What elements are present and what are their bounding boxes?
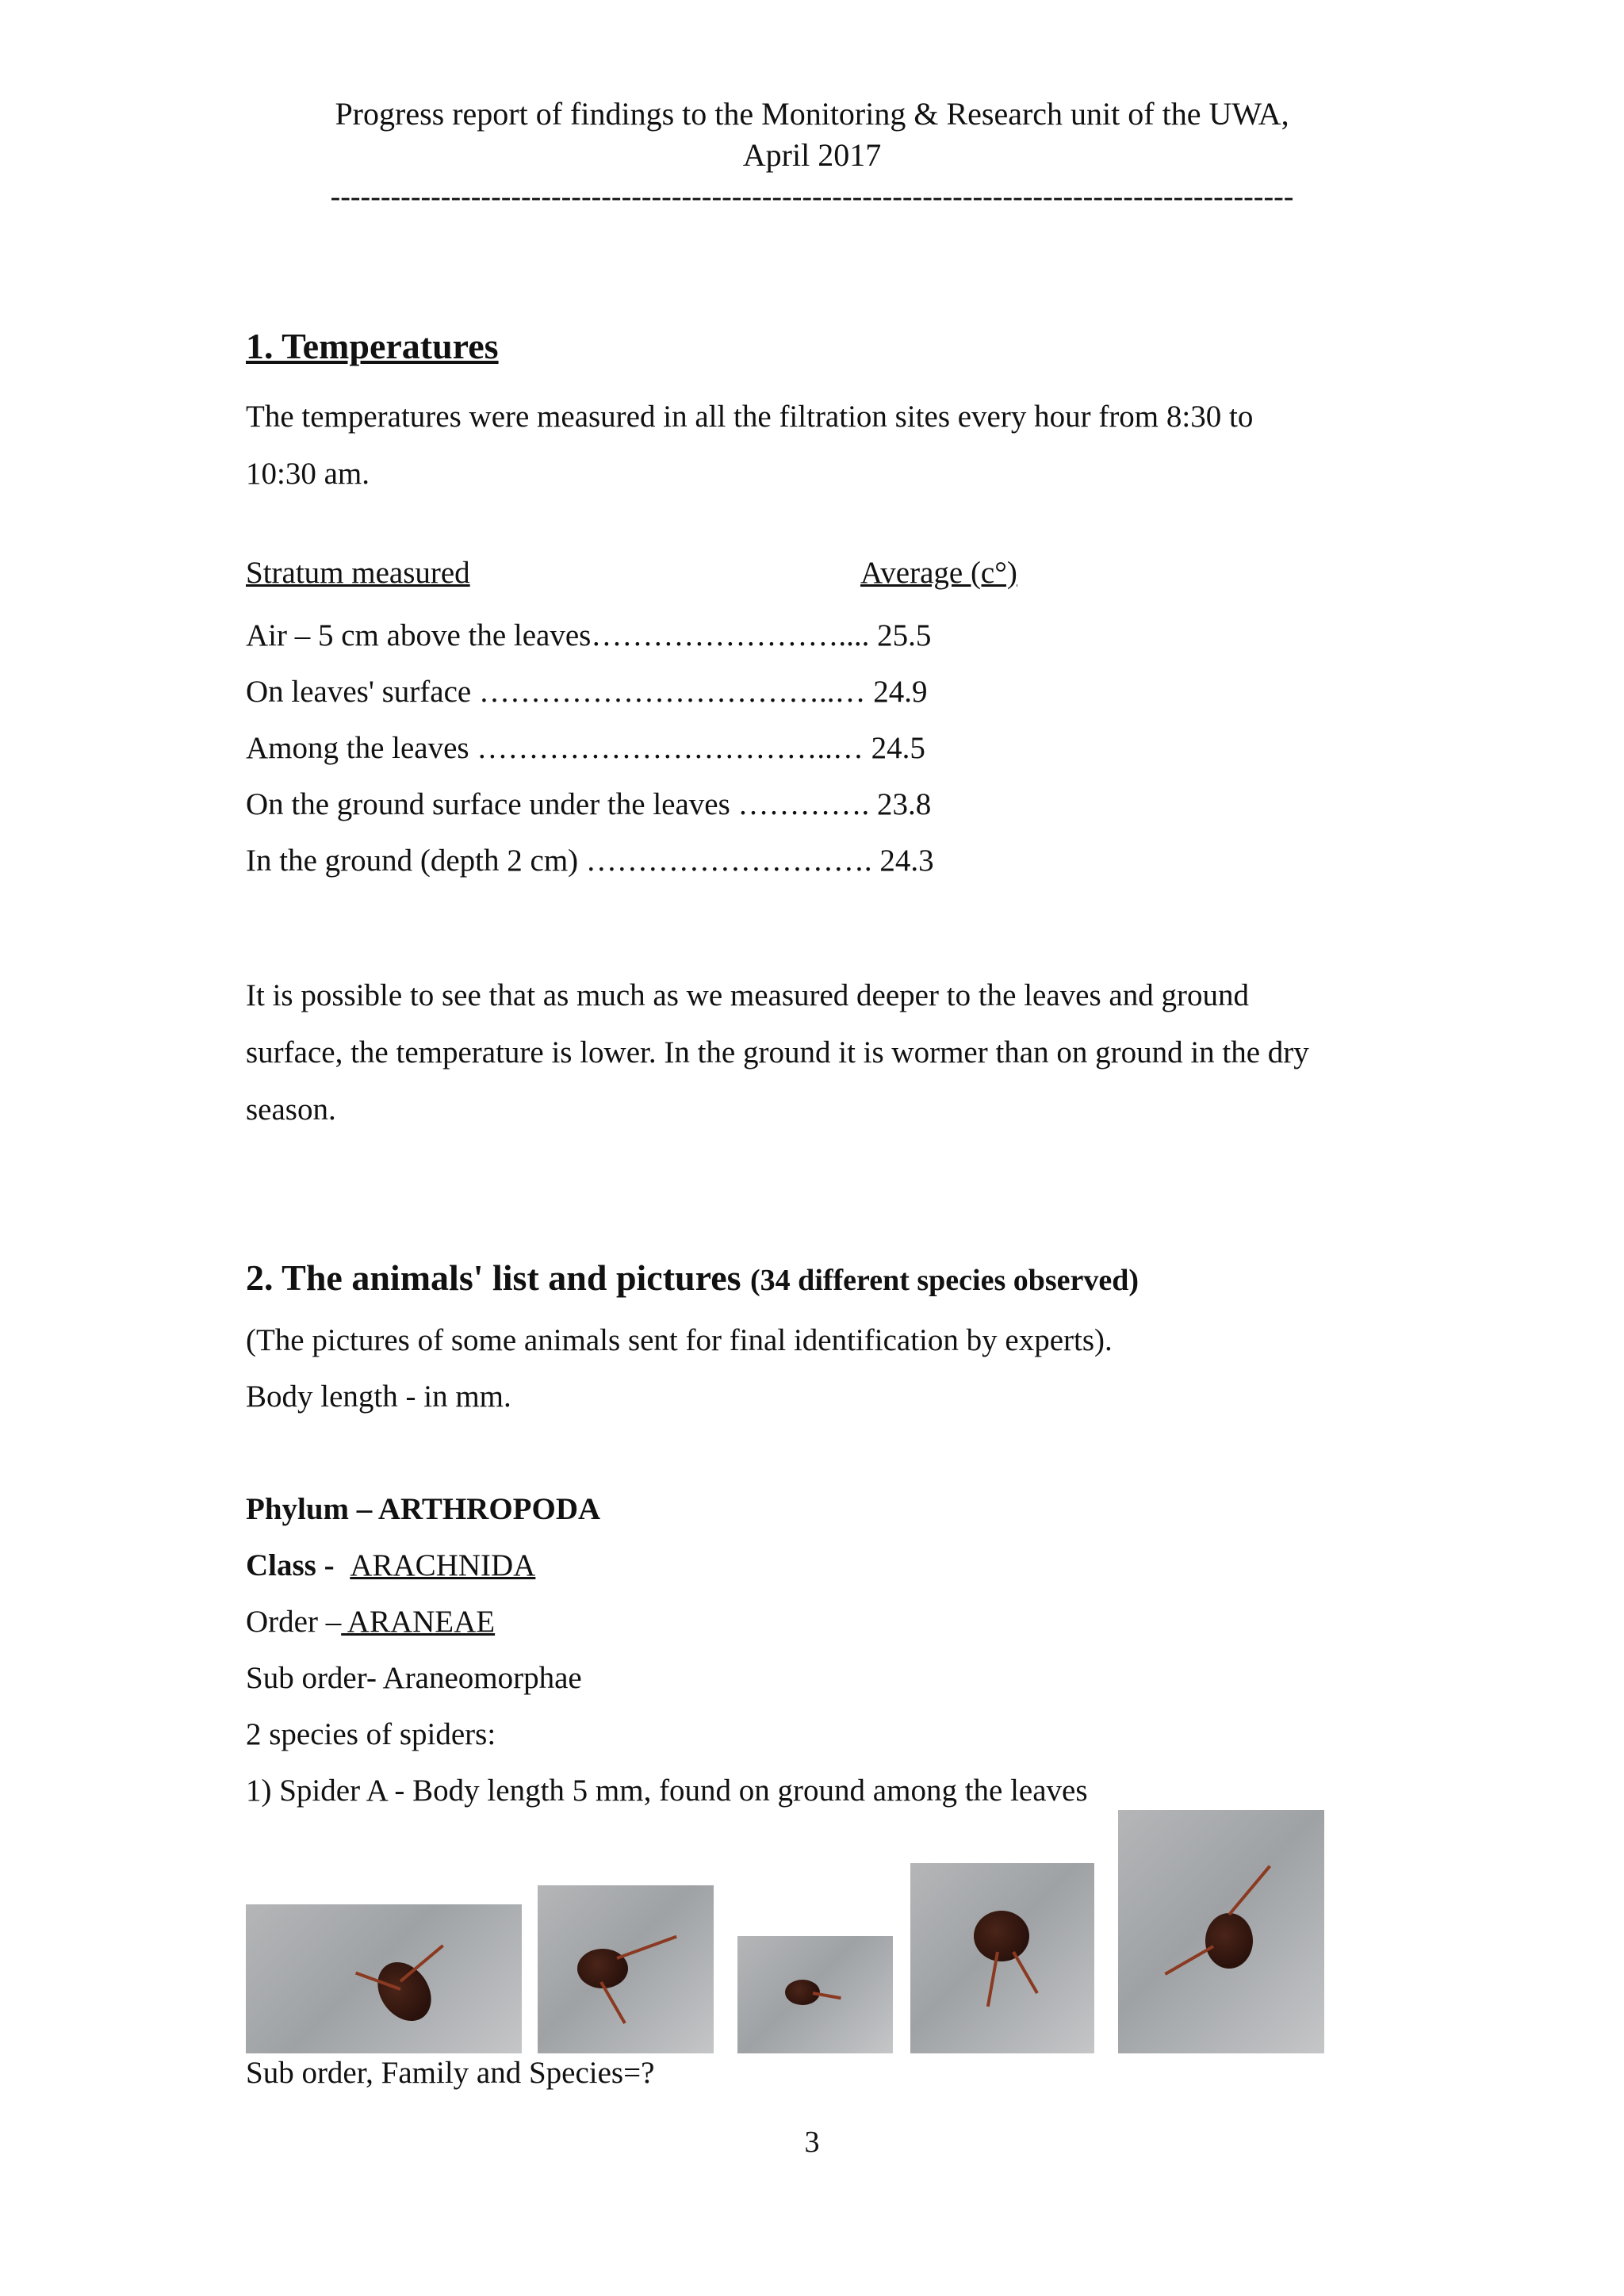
conclusion-line-1: It is possible to see that as much as we measured deeper to the leaves and ground <box>246 978 1249 1012</box>
spider-photo <box>538 1885 714 2053</box>
order-label: Order – <box>246 1605 342 1639</box>
class-value: ARACHNIDA <box>350 1548 536 1582</box>
temperature-table-header <box>246 555 1039 591</box>
intro-line-1: The temperatures were measured in all the filtration sites every hour from 8:30 to <box>246 400 1254 434</box>
spider-photo <box>1118 1810 1324 2053</box>
temperature-row: On the ground surface under the leaves …………. 23.8 <box>246 787 932 821</box>
spider-photo <box>737 1936 893 2053</box>
order-value: ARANEAE <box>341 1605 496 1639</box>
spider-a-description: 1) Spider A - Body length 5 mm, found on ground among the leaves <box>246 1774 1088 1808</box>
conclusion-line-3: season. <box>246 1093 336 1127</box>
identification-question: Sub order, Family and Species=? <box>246 2056 655 2090</box>
phylum-label: Phylum – ARTHROPODA <box>246 1492 601 1526</box>
section-animals-title <box>246 1257 1139 1299</box>
header-divider: ------------------------------------------------------------------------------------------------ <box>330 180 1294 213</box>
page-number: 3 <box>804 2126 820 2159</box>
temperature-row: On leaves' surface ……………………………..… 24.9 <box>246 675 928 709</box>
col-stratum-header: Stratum measured <box>246 556 470 590</box>
spider-photo <box>910 1863 1094 2053</box>
conclusion-line-2: surface, the temperature is lower. In the ground it is wormer than on ground in the dry <box>246 1035 1309 1070</box>
report-header <box>0 94 1624 217</box>
species-count: 2 species of spiders: <box>246 1717 496 1751</box>
header-date: April 2017 <box>742 137 882 173</box>
col-average-header: Average (c°) <box>860 556 1017 590</box>
temperature-row: Among the leaves ……………………………..… 24.5 <box>246 731 925 765</box>
intro-line-2: 10:30 am. <box>246 457 370 491</box>
animals-title-main: 2. The animals' list and pictures <box>246 1257 741 1298</box>
temperatures-conclusion <box>246 967 1388 1138</box>
animals-title-sub: (34 different species observed) <box>750 1264 1139 1297</box>
class-label: Class - <box>246 1548 335 1582</box>
suborder-line: Sub order- Araneomorphae <box>246 1661 582 1695</box>
animals-note: (The pictures of some animals sent for final identification by experts). <box>246 1323 1113 1357</box>
temperature-row: In the ground (depth 2 cm) ………………………. 24.3 <box>246 844 934 878</box>
spider-photo <box>246 1904 522 2053</box>
class-line <box>246 1548 535 1583</box>
temperature-row: Air – 5 cm above the leaves…………………….... 25.5 <box>246 618 932 652</box>
order-line <box>246 1604 495 1640</box>
section-temperatures-title: 1. Temperatures <box>246 326 499 366</box>
header-title: Progress report of findings to the Monitoring & Research unit of the UWA, <box>335 96 1289 132</box>
body-length-note: Body length - in mm. <box>246 1380 511 1414</box>
temperatures-intro <box>246 388 1388 503</box>
